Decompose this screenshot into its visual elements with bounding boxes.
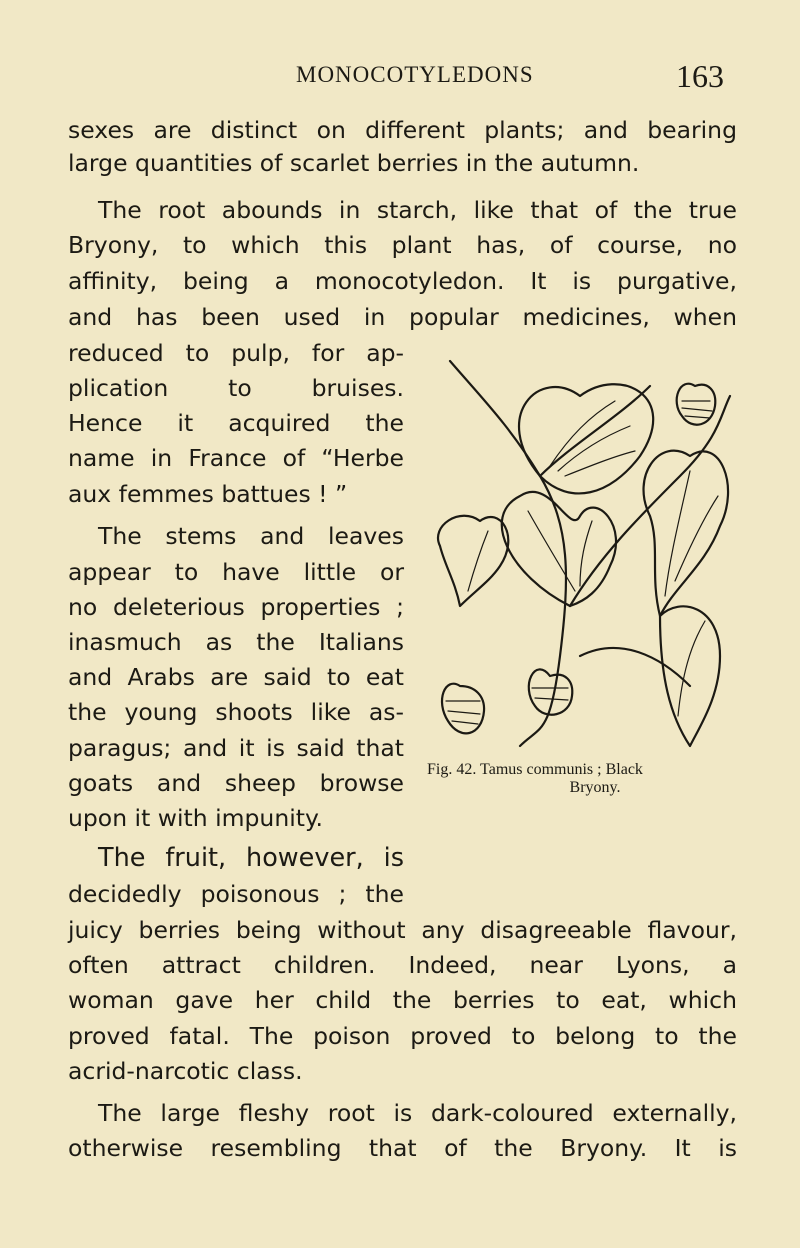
text-line: large quantities of scarlet berries in the autumn.: [68, 149, 640, 177]
heart-leaf: [644, 451, 729, 616]
heart-leaf: [660, 606, 720, 746]
text-line: upon it with impunity.: [68, 804, 323, 832]
text-line: otherwise resembling that of the Bryony. It is: [68, 1134, 737, 1162]
text-line: The stems and leaves: [98, 522, 404, 550]
twining-stem: [580, 648, 690, 686]
text-line: goats and sheep browse: [68, 769, 404, 797]
text-line: appear to have little or: [68, 558, 404, 586]
text-line: Hence it acquired the: [68, 409, 404, 437]
flower-raceme: [677, 384, 716, 425]
twining-stem: [570, 396, 730, 606]
text-line: The large fleshy root is dark-coloured externally,: [98, 1099, 737, 1127]
text-line: plication to bruises.: [68, 374, 404, 402]
text-line: woman gave her child the berries to eat, which: [68, 986, 737, 1014]
text-line: sexes are distinct on different plants; and bearing: [68, 116, 737, 144]
heart-leaf: [502, 492, 616, 606]
text-line: and has been used in popular medicines, when: [68, 303, 737, 331]
text-line: reduced to pulp, for ap-: [68, 339, 404, 367]
figure-caption: Fig. 42. Tamus communis ; Black: [427, 761, 643, 778]
heart-leaf: [438, 516, 508, 606]
text-line: decidedly poisonous ; the: [68, 880, 404, 908]
text-line: the young shoots like as-: [68, 698, 404, 726]
text-line: affinity, being a monocotyledon. It is purgative,: [68, 267, 737, 295]
text-line: and Arabs are said to eat: [68, 663, 404, 691]
text-line: aux femmes battues ! ”: [68, 480, 348, 508]
black-bryony-illustration: [420, 356, 740, 751]
running-header: [0, 60, 800, 100]
text-line: paragus; and it is said that: [68, 734, 404, 762]
text-line: no deleterious properties ;: [68, 593, 404, 621]
text-line: proved fatal. The poison proved to belong to the: [68, 1022, 737, 1050]
text-line: acrid-narcotic class.: [68, 1057, 303, 1085]
text-line: often attract children. Indeed, near Lyons, a: [68, 951, 737, 979]
text-line: name in France of “Herbe: [68, 444, 404, 472]
running-title: MONOCOTYLEDONS: [296, 62, 534, 87]
text-line: The fruit, however, is: [98, 843, 404, 873]
text-line: The root abounds in starch, like that of the true: [98, 196, 737, 224]
text-line: juicy berries being without any disagreeable flavour,: [68, 916, 737, 944]
flower-raceme: [442, 684, 484, 734]
text-line: Bryony, to which this plant has, of course, no: [68, 231, 737, 259]
text-line: inasmuch as the Italians: [68, 628, 404, 656]
page-number: 163: [676, 58, 724, 94]
figure-caption-continued: Bryony.: [569, 779, 621, 796]
